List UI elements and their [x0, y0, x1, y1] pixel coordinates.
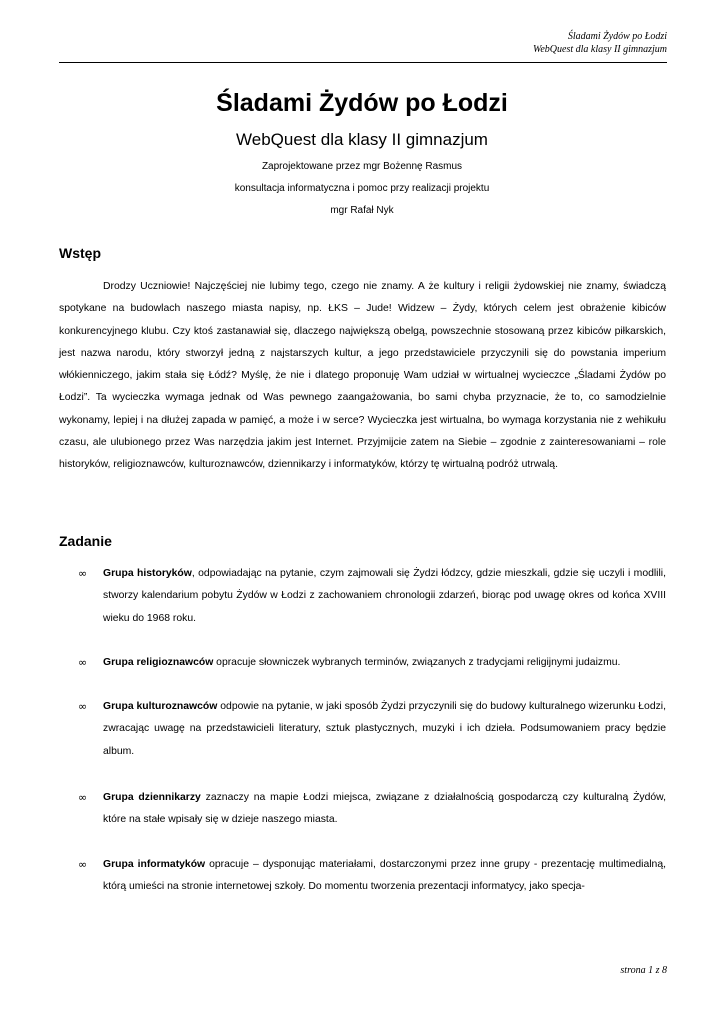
intro-text: Drodzy Uczniowie! Najczęściej nie lubimy tego, czego nie znamy. A że kultury i religii żydowskiej nie znamy, świadczą spotykane na budowlach naszego miasta napisy, np. ŁKS – Jude! Widzew – Żydy, których celem jest obrażenie kibiców konkurencyjnego klubu. Czy ktoś zastanawiał się, dlaczego największą obelgą, powszechnie stosowaną przez kibiców piłkarskich, jest nazwa narodu, który stworzył jedną z najstarszych kultur, a jego przedstawiciele przyczynili się do powstania imperium włókienniczego, jakim stała się Łódź? Myślę, że nie i dlatego proponuję Wam udział w wirtualnej wycieczce „Śladami Żydów po Łodzi”. Ta wycieczka wymaga jednak od Was pewnego zaangażowania, bo sami chyba przyznacie, że to, co samodzielnie wykonamy, lepiej i na dłużej zapada w pamięć, a może i w serce? Wycieczka jest wirtualna, bo wymaga korzystania nie z wehikułu czasu, ale ulubionego przez Was narzędzia jakim jest Internet. Przyjmijcie zatem na Siebie – zgodnie z zainteresowaniami – role historyków, religioznawców, kulturoznawców, dziennikarzy i informatyków, którzy tę wirtualną podróż utrwalą. [59, 281, 666, 471]
infinity-bullet-icon: ∞ [78, 567, 88, 580]
running-header-subtitle: WebQuest dla klasy II gimnazjum [532, 44, 667, 55]
list-item [103, 787, 666, 832]
infinity-bullet-icon: ∞ [78, 656, 88, 669]
group-name: Grupa religioznawców [103, 657, 214, 668]
group-description: opracuje słowniczek wybranych terminów, związanych z tradycjami religijnymi judaizmu. [213, 657, 621, 668]
running-header-title: Śladami Żydów po Łodzi [567, 31, 667, 42]
group-description: , odpowiadając na pytanie, czym zajmowali się Żydzi łódzcy, gdzie mieszkali, gdzie się uczyli i modlili, stworzy kalendarium pobytu Żydów w Łodzi z zachowaniem chronologii zdarzeń, biorąc pod uwagę okres od końca XVIII wieku do 1968 roku. [103, 568, 666, 624]
list-item [103, 652, 666, 674]
group-name: Grupa kulturoznawców [103, 701, 218, 712]
list-item [103, 563, 666, 630]
page-number: strona 1 z 8 [620, 965, 667, 976]
credit-consultant: mgr Rafał Nyk [330, 205, 394, 216]
list-item [103, 696, 666, 763]
credit-designer: Zaprojektowane przez mgr Bożennę Rasmus [261, 161, 463, 172]
running-header [533, 30, 667, 56]
credit-consultation: konsultacja informatyczna i pomoc przy realizacji projektu [234, 183, 490, 194]
group-name: Grupa informatyków [103, 859, 206, 870]
infinity-bullet-icon: ∞ [78, 700, 88, 713]
group-name: Grupa historyków [103, 568, 192, 579]
header-divider [59, 62, 667, 63]
infinity-bullet-icon: ∞ [78, 791, 88, 804]
group-description: zaznaczy na mapie Łodzi miejsca, związane z działalnością gospodarczą czy kulturalną Żydów, które na stałe wpisały się w dzieje naszego miasta. [103, 792, 666, 826]
document-title: Śladami Żydów po Łodzi [216, 89, 508, 117]
section-heading-intro: Wstęp [59, 245, 101, 261]
group-name: Grupa dziennikarzy [103, 792, 201, 803]
group-description: odpowie na pytanie, w jaki sposób Żydzi przyczynili się do budowy kulturalnego wizerunku Łodzi, zwracając uwagę na przedstawicieli literatury, sztuk plastycznych, muzyki i ich dzieła. Podsumowaniem pracy będzie album. [103, 701, 666, 757]
document-subtitle: WebQuest dla klasy II gimnazjum [236, 130, 488, 149]
intro-paragraph [59, 276, 666, 477]
group-description: opracuje – dysponując materiałami, dostarczonymi przez inne grupy - prezentację multimedialną, którą umieści na stronie internetowej szkoły. Do momentu tworzenia prezentacji informatycy, jako specja- [103, 859, 666, 893]
section-heading-task: Zadanie [59, 533, 112, 549]
list-item [103, 854, 666, 899]
infinity-bullet-icon: ∞ [78, 858, 88, 871]
